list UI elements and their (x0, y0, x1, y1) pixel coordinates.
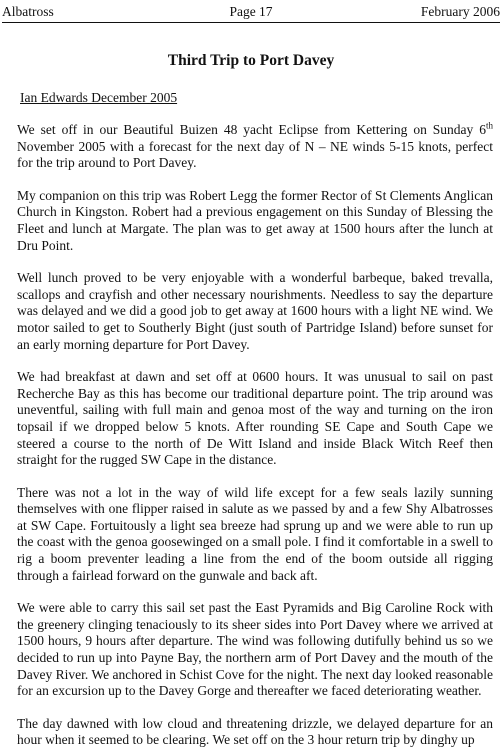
paragraph: We were able to carry this sail set past the East Pyramids and Big Caroline Rock with the greenery clinging tenaciously to its sheer sides into Port Davey where we arrived at 1500 hours, 9 hours after departure. The wind was following dutifully behind us so we decided to run up into Payne Bay, the northern arm of Port Davey and the mouth of the Davey River. We anchored in Schist Cove for the night. The next day looked reasonable for an excursion up to the Davey Gorge and thereafter we faced deteriorating weather. (17, 600, 493, 699)
issue-date: February 2006 (420, 4, 500, 19)
page-header (2, 3, 500, 21)
ordinal-suffix: th (485, 120, 493, 131)
article-body (17, 122, 493, 749)
paragraph (17, 122, 493, 172)
page-number: Page 17 (229, 4, 273, 19)
paragraph: My companion on this trip was Robert Legg the former Rector of St Clements Anglican Church in Kingston. Robert had a previous engagement on this Sunday of Blessing the Fleet and lunch at Margate. The plan was to get away at 1500 hours after the lunch at Dru Point. (17, 187, 493, 253)
paragraph-text: We set off in our Beautiful Buizen 48 yacht Eclipse from Kettering on Sunday 6 (17, 122, 486, 137)
article-byline: Ian Edwards December 2005 (20, 90, 178, 105)
article-title: Third Trip to Port Davey (167, 52, 335, 69)
header-divider (2, 22, 500, 23)
paragraph: The day dawned with low cloud and threatening drizzle, we delayed departure for an hour when it seemed to be clearing. We set off on the 3 hour return trip by dinghy up (17, 715, 493, 748)
paragraph: There was not a lot in the way of wild life except for a few seals lazily sunning themselves with one flipper raised in salute as we passed by and a few Shy Albatrosses at SW Cape. Fortuitously a light sea breeze had sprung up and we were able to run up the coast with the genoa goosewinged on a small pole. I find it comfortable in a swell to rig a boom preventer leading a line from the end of the boom outside all rigging through a fairlead forward on the gunwale and back aft. (17, 484, 493, 583)
publication-name: Albatross (2, 4, 54, 19)
paragraph: We had breakfast at dawn and set off at 0600 hours. It was unusual to sail on past Recherche Bay as this has become our traditional departure point. The trip around was uneventful, sailing with full main and genoa most of the way and turning on the iron topsail if we dropped below 5 knots. After rounding SE Cape and South Cape we steered a course to the north of De Witt Island and inside Black Witch Reef then straight for the rugged SW Cape in the distance. (17, 369, 493, 468)
paragraph: Well lunch proved to be very enjoyable with a wonderful barbeque, baked trevalla, scallops and crayfish and other necessary nourishments. Needless to say the departure was delayed and we did a good job to get away at 1600 hours with a light NE wind. We motor sailed to get to Southerly Bight (just south of Partridge Island) before sunset for an early morning departure for Port Davey. (17, 270, 493, 352)
paragraph-text-cont: November 2005 with a forecast for the next day of N – NE winds 5-15 knots, perfect for the trip around to Port Davey. (17, 138, 493, 171)
